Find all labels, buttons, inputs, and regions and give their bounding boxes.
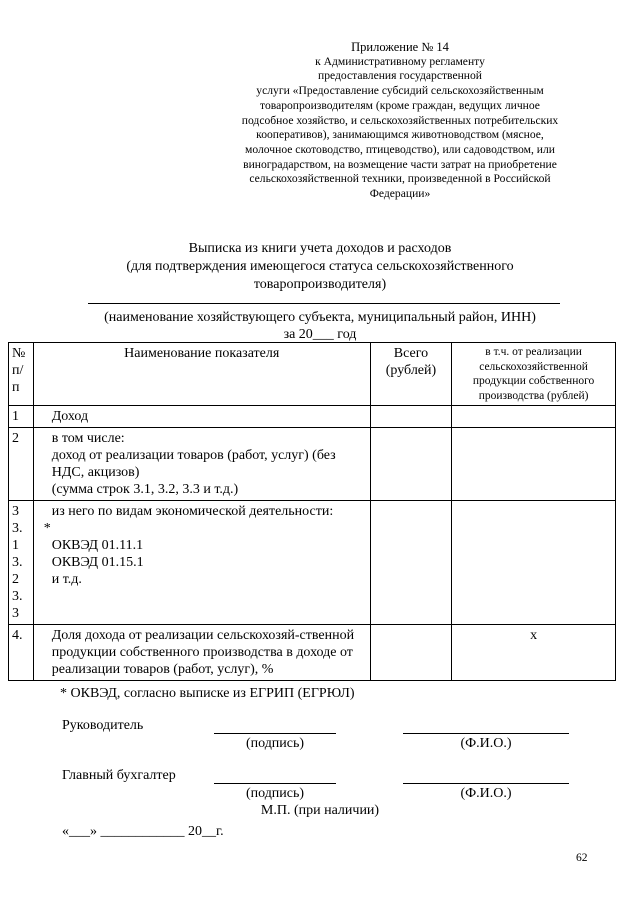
row-num: 4. — [9, 625, 34, 681]
row-line: и т.д. — [51, 572, 82, 587]
subject-caption-block — [60, 309, 580, 343]
appendix-line: молочное скотоводство, птицеводство), или садоводством, или — [245, 142, 555, 156]
row-name: Доход — [33, 406, 370, 428]
appendix-line: кооперативов), занимающимся животноводством (мясное, — [256, 128, 544, 142]
header-name: Наименование показателя — [33, 343, 370, 406]
row-line: * — [43, 521, 51, 536]
row-num-part: 2 — [12, 572, 19, 587]
subject-blank-line — [88, 303, 560, 304]
row-num-stack — [9, 501, 34, 625]
stamp-note: М.П. (при наличии) — [260, 803, 380, 818]
table-header-row — [9, 343, 616, 406]
row-num-part: 3 — [12, 504, 19, 519]
row-num: 1 — [9, 406, 34, 428]
row-total-cell — [370, 625, 451, 681]
row-own-cell — [452, 501, 616, 625]
row-total-cell — [370, 428, 451, 501]
title-line: (для подтверждения имеющегося статуса сельскохозяйственного — [126, 259, 514, 274]
row-num-part: 3. — [12, 589, 23, 604]
subject-caption: (наименование хозяйствующего субъекта, муниципальный район, ИНН) — [104, 310, 536, 325]
row-line: из него по видам экономической деятельности: — [51, 504, 334, 519]
row-line: в том числе: — [51, 431, 125, 446]
row-name — [33, 501, 370, 625]
appendix-title: Приложение № 14 — [351, 40, 449, 54]
row-num: 2 — [9, 428, 34, 501]
row-total-cell — [370, 501, 451, 625]
head-fio-line — [403, 733, 569, 734]
header-own-production: в т.ч. от реализации сельскохозяйственной продукции собственного производства (рублей) — [452, 343, 616, 406]
accountant-fio-line — [403, 783, 569, 784]
appendix-line: предоставления государственной — [318, 69, 482, 83]
appendix-line: Федерации» — [369, 187, 431, 201]
head-label: Руководитель — [62, 718, 144, 733]
table-row — [9, 428, 616, 501]
head-sign-caption: (подпись) — [245, 736, 305, 751]
appendix-line: услуги «Предоставление субсидий сельскохозяйственным — [256, 84, 544, 98]
income-table — [8, 342, 616, 681]
appendix-line: сельскохозяйственной техники, произведенной в Российской — [249, 172, 551, 186]
header-num: № п/п — [9, 343, 34, 406]
row-name — [33, 428, 370, 501]
accountant-fio-caption: (Ф.И.О.) — [460, 786, 512, 801]
row-line: ОКВЭД 01.11.1 — [51, 538, 144, 553]
table-row — [9, 406, 616, 428]
title-line: товаропроизводителя) — [253, 277, 387, 292]
table-row — [9, 625, 616, 681]
header-total: Всего (рублей) — [370, 343, 451, 406]
accountant-sign-caption: (подпись) — [245, 786, 305, 801]
title-line: Выписка из книги учета доходов и расходов — [188, 241, 452, 256]
row-num-part: 3. — [12, 555, 23, 570]
accountant-signature-line — [214, 783, 336, 784]
table-row — [9, 501, 616, 625]
row-name: Доля дохода от реализации сельскохозяй-ственной продукции собственного производства в доходе от реализации товаров (работ, услуг), % — [33, 625, 370, 681]
appendix-line: к Административному регламенту — [315, 54, 485, 68]
row-num-part: 3 — [12, 606, 19, 621]
date-line: «___» ____________ 20__г. — [62, 824, 224, 839]
appendix-header — [215, 40, 585, 202]
row-line: (сумма строк 3.1, 3.2, 3.3 и т.д.) — [51, 482, 239, 497]
appendix-line: виноградарством, на возмещение части затрат на приобретение — [243, 157, 557, 171]
row-own-cell — [452, 428, 616, 501]
head-signature-line — [214, 733, 336, 734]
row-total-cell — [370, 406, 451, 428]
row-own-cell: х — [452, 625, 616, 681]
row-num-part: 1 — [12, 538, 19, 553]
year-line: за 20___ год — [283, 327, 357, 342]
appendix-line: подсобное хозяйство, и сельскохозяйственных потребительских — [241, 113, 559, 127]
row-own-cell — [452, 406, 616, 428]
row-line: ОКВЭД 01.15.1 — [51, 555, 144, 570]
row-num-part: 3. — [12, 521, 23, 536]
row-line: доход от реализации товаров (работ, услуг) (без НДС, акцизов) — [51, 448, 336, 480]
document-title — [60, 240, 580, 294]
head-fio-caption: (Ф.И.О.) — [460, 736, 512, 751]
appendix-line: товаропроизводителям (кроме граждан, ведущих личное — [260, 98, 540, 112]
accountant-label: Главный бухгалтер — [62, 768, 176, 783]
footnote: * ОКВЭД, согласно выписке из ЕГРИП (ЕГРЮЛ) — [60, 686, 355, 701]
page-number: 62 — [576, 852, 588, 864]
